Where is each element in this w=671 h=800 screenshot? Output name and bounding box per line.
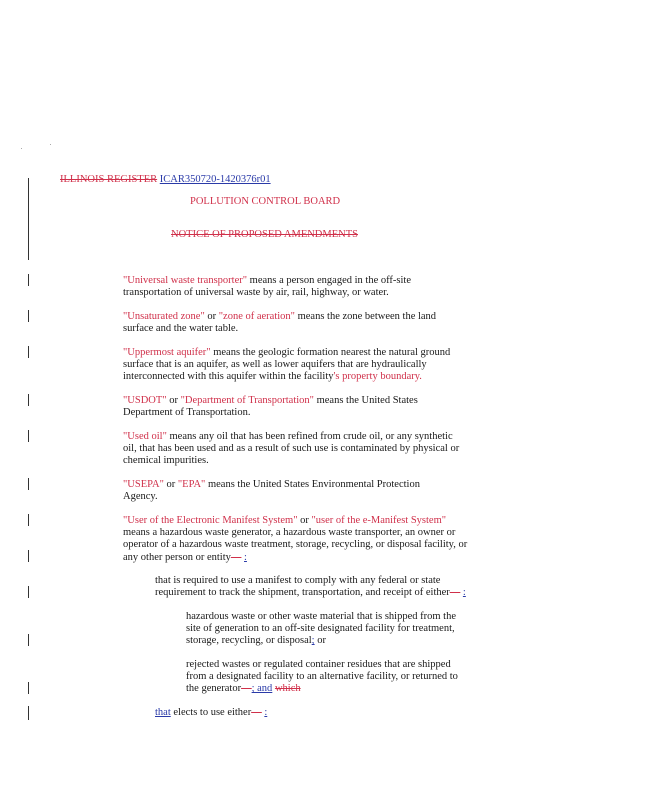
definition-usepa: "USEPA" or "EPA" means the United States Environmental Protection Agency. (123, 479, 420, 503)
definition-usdot: "USDOT" or "Department of Transportation" means the United States Department of Transportation. (123, 395, 418, 419)
board-title: POLLUTION CONTROL BOARD (190, 196, 341, 207)
defined-term: "USEPA" (123, 479, 164, 490)
defined-term: "User of the Electronic Manifest System" (123, 515, 298, 526)
change-bar (28, 514, 29, 526)
defined-term: "Universal waste transporter" (123, 275, 248, 286)
subitem-ii: rejected wastes or regulated container residues that are shipped from a designated facility to an alternative facility, or returned to the generator—; and which (186, 659, 458, 695)
change-bar (28, 274, 29, 286)
subparagraph-a: that is required to use a manifest to comply with any federal or state requirement to track the shipment, transportation, and receipt of either— : (155, 575, 466, 599)
deleted-text: — (251, 707, 262, 718)
inserted-text: that (155, 707, 171, 718)
defined-term: "EPA" (177, 479, 206, 490)
definition-unsaturated-zone: "Unsaturated zone" or "zone of aeration" means the zone between the land surface and the water table. (123, 311, 437, 335)
change-bar (28, 178, 29, 260)
change-bar (28, 586, 29, 598)
change-bar (28, 682, 29, 694)
register-header (60, 174, 271, 186)
deleted-text: — (230, 551, 242, 563)
scan-speck (50, 144, 51, 145)
defined-term: "Unsaturated zone" (123, 311, 205, 322)
scan-speck (21, 148, 22, 149)
definition-emanifest-user: "User of the Electronic Manifest System" or "user of the e-Manifest System" means a hazardous waste generator, a hazardous waste transporter, an owner or operator of a hazardous waste treatment, storage, recycling, or disposal facility, or any other person or entity— : (123, 515, 468, 563)
definition-universal-waste-transporter: "Universal waste transporter" means a person engaged in the off-site transportation of universal waste by air, rail, highway, or water. (123, 275, 411, 299)
definition-used-oil: "Used oil" means any oil that has been refined from crude oil, or any synthetic oil, that has been used and as a result of such use is contaminated by physical or chemical impurities. (123, 431, 460, 467)
change-bar (28, 346, 29, 358)
inserted-text: ; and (251, 683, 273, 695)
defined-term: "user of the e-Manifest System" (311, 515, 447, 526)
deleted-text: — (241, 683, 252, 695)
defined-term: "Used oil" (123, 431, 167, 442)
deleted-text: — (449, 587, 461, 599)
defined-term: "Department of Transportation" (180, 395, 314, 406)
inserted-text: ; (311, 635, 315, 647)
inserted-text: : (244, 551, 247, 563)
change-bar (28, 310, 29, 322)
defined-term: "zone of aeration" (218, 311, 295, 322)
register-inserted: ICAR350720-1420376r01 (159, 174, 271, 185)
register-struck: ILLINOIS REGISTER (60, 174, 158, 185)
change-bar (28, 478, 29, 490)
defined-term: "USDOT" (123, 395, 167, 406)
subitem-i: hazardous waste or other waste material that is shipped from the site of generation to an off-site designated facility for treatment, storage, recycling, or disposal; or (186, 611, 456, 647)
change-bar (28, 430, 29, 442)
change-bar (28, 634, 29, 646)
notice-title: NOTICE OF PROPOSED AMENDMENTS (171, 229, 358, 240)
change-bar (28, 706, 29, 720)
definition-uppermost-aquifer: "Uppermost aquifer" means the geologic formation nearest the natural ground surface that is an aquifer, as well as lower aquifers that are hydraulically interconnected with this aquifer within the facility's property boundary. (123, 347, 451, 383)
deleted-text: which (274, 683, 301, 695)
inserted-text: : (264, 707, 268, 718)
defined-term: "Uppermost aquifer" (123, 347, 211, 358)
change-bar (28, 394, 29, 406)
inserted-text: : (462, 587, 466, 599)
subparagraph-b: that elects to use either— : (155, 707, 268, 718)
change-bar (28, 550, 29, 562)
